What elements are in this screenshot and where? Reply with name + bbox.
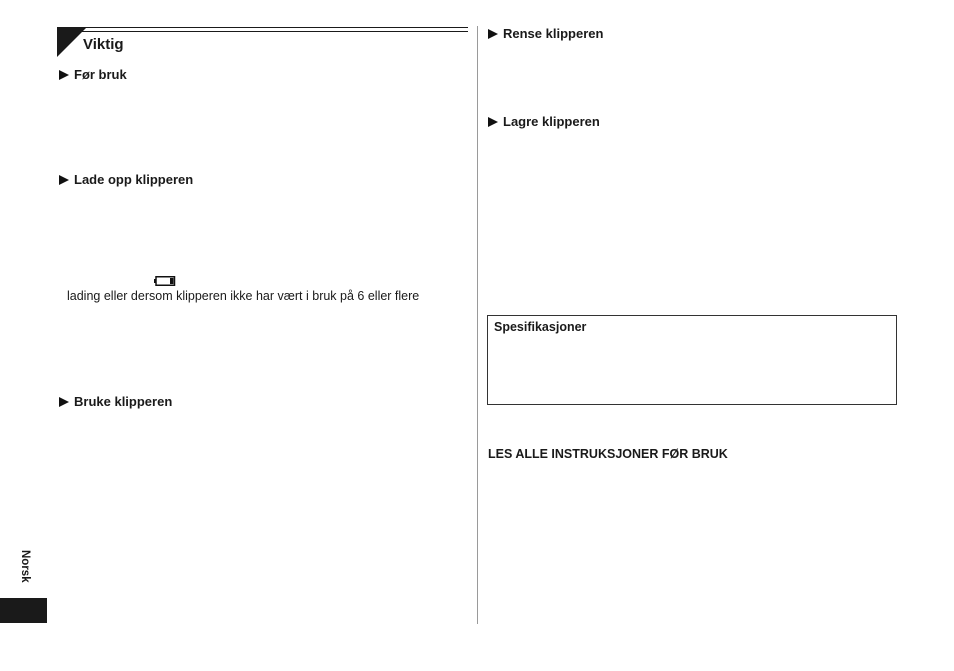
arrow-right-icon xyxy=(59,70,69,80)
section-heading-for-bruk: Før bruk xyxy=(59,67,127,82)
language-side-tab xyxy=(0,598,47,623)
read-all-instructions: LES ALLE INSTRUKSJONER FØR BRUK xyxy=(488,447,728,461)
arrow-right-icon xyxy=(59,397,69,407)
header-rule-top xyxy=(57,27,468,28)
language-label-text: Norsk xyxy=(19,550,31,583)
section-heading-lagre: Lagre klipperen xyxy=(488,114,600,129)
language-side-label xyxy=(19,550,47,594)
page-title: Viktig xyxy=(83,36,124,53)
specifications-box xyxy=(487,315,897,405)
arrow-right-icon xyxy=(59,175,69,185)
arrow-right-icon xyxy=(488,29,498,39)
arrow-right-icon xyxy=(488,117,498,127)
charge-instruction-text: lading eller dersom klipperen ikke har vært i bruk på 6 eller flere xyxy=(67,289,420,303)
battery-low-icon xyxy=(154,273,173,282)
section-heading-bruke: Bruke klipperen xyxy=(59,394,172,409)
section-heading-rense: Rense klipperen xyxy=(488,26,603,41)
specifications-title: Spesifikasjoner xyxy=(494,320,587,334)
column-divider xyxy=(477,26,478,624)
section-heading-lade-opp: Lade opp klipperen xyxy=(59,172,193,187)
header-rule-bottom xyxy=(57,31,468,32)
